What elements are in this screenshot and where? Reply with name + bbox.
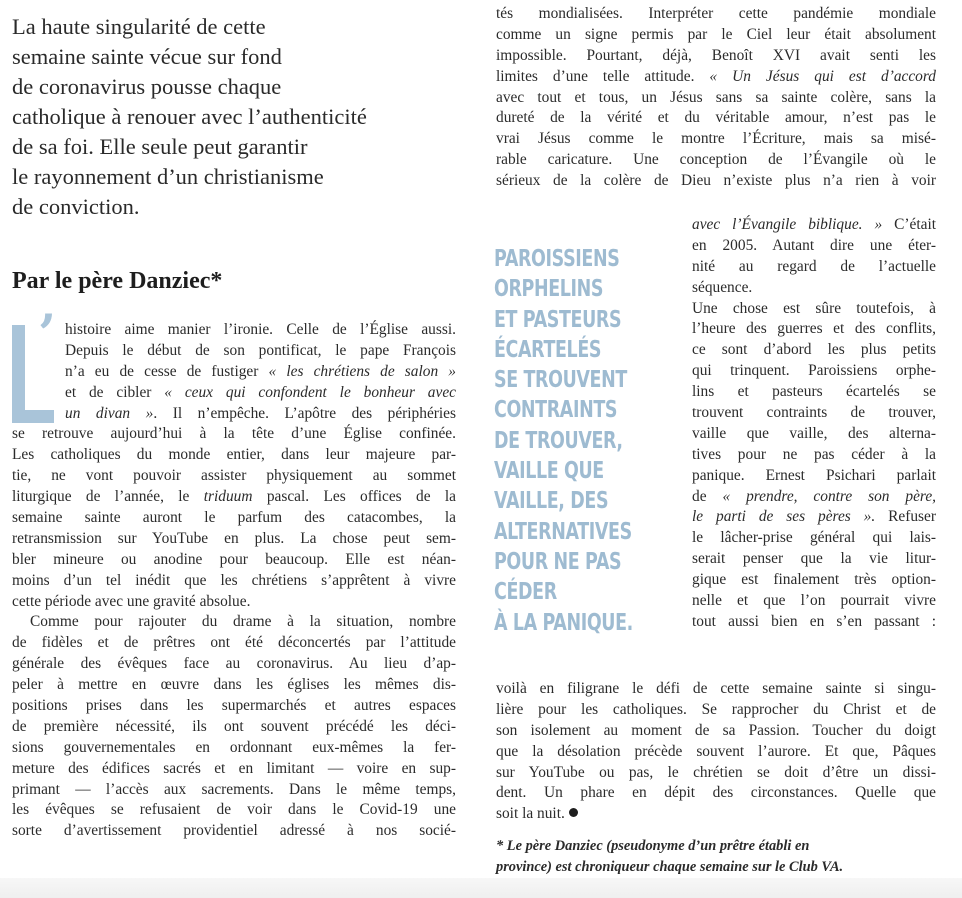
body-line: en 2005. Autant dire une éter- [692,236,936,254]
body-line: Une chose est sûre toutefois, à [692,299,936,317]
body-line: vaille que vaille, des alterna- [692,424,936,442]
body-line: son isolement au moment de sa Passion. Toucher du doigt [496,721,936,739]
article-lead [12,12,472,222]
body-line: qui trinquent. Paroissiens orphe- [692,362,936,380]
lead-line: de sa foi. Elle seule peut garantir [12,134,308,159]
pull-quote-line: ET PASTEURS [494,306,622,333]
body-line: peler à mettre en œuvre dans les églises les mêmes dis- [12,676,456,694]
body-line [65,383,456,404]
article-right-column-top [496,4,936,192]
body-line [692,507,936,528]
article-left-column [12,320,456,842]
pull-quote-line: ALTERNATIVES [494,518,632,545]
body-line: rable caricature. Une conception de l’Évangile où le [496,151,936,169]
benedict-quote-start: « Un Jésus qui est d’accord [709,67,936,85]
byline: Par le père Danziec* [12,268,223,294]
body-line: de fidèles et de prêtres ont été déconcertés par l’attitude [12,634,456,652]
body-line: que la désolation précède souvent l’aurore. Et que, Pâques [496,742,936,760]
pull-quote-line: ORPHELINS [494,276,604,303]
body-line: panique. Ernest Psichari parlait [692,466,936,484]
lead-line: catholique à renouer avec l’authenticité [12,104,367,129]
body-line: tés mondialisées. Interpréter cette pandémie mondiale [496,5,936,22]
footnote-line: province) est chroniqueur chaque semaine sur le Club VA. [496,859,844,875]
body-line: comme un signe permis par le Ciel leur était absolument [496,25,936,43]
pull-quote-line: CÉDER [494,579,557,606]
body-line: dent. Un phare en dépit des circonstances. Quelle que [496,784,936,802]
psichari-quote: « prendre, contre son père, [722,487,936,505]
body-line: de première nécessité, ils ont souvent précédé les déci- [12,717,456,735]
body-line [692,487,936,508]
text: limites d’une telle attitude. [496,67,710,85]
pull-quote-line: PAROISSIENS [494,246,620,272]
body-line: voilà en filigrane le défi de cette semaine sainte si singu- [496,680,936,697]
body-line [692,215,936,236]
body-line: retransmission sur YouTube en plus. La chose peut sem- [12,529,456,547]
body-line: tout aussi bien en s’en passant : [692,612,936,630]
pull-quote-line: VAILLE, DES [494,488,609,515]
body-line: gique est finalement très option- [692,571,936,589]
body-line: le lâcher-prise général qui lais- [692,529,936,547]
body-line: cette période avec une gravité absolue. [12,592,251,610]
body-line: se retrouve aujourd’hui à la tête d’une Église confinée. [12,425,456,443]
pull-quote-line: DE TROUVER, [494,427,623,454]
text: Refuser [875,508,937,526]
lead-line: de conviction. [12,194,140,219]
quote-divan: « ceux qui confondent le bonheur avec [164,383,456,401]
body-line: dureté de la vérité et du véritable amour, n’est pas le [496,109,936,127]
pull-quote-line: ÉCARTELÉS [494,336,602,363]
quote-salon: « les chrétiens de salon » [268,362,456,380]
body-line: lière pour les catholiques. Se rapprocher du Christ et de [496,700,936,718]
body-line: primant — l’accès aux sacrements. Dans le même temps, [12,780,456,798]
body-line: générale des évêques face au coronavirus. Au lieu d’ap- [12,655,456,673]
drop-cap-apostrophe: ’ [38,304,57,365]
body-line: sorte d’avertissement providentiel adressé à nos socié- [12,822,456,840]
page-bottom-band [0,878,962,898]
body-line: Les catholiques du monde entier, dans leur majeure par- [12,446,456,464]
body-line [65,404,456,425]
pull-quote-line: CONTRAINTS [494,397,618,424]
text: . Il n’empêche. L’apôtre des périphéries [153,404,456,422]
body-line: vrai Jésus comme le montre l’Écriture, mais sa misé- [496,130,936,148]
text: n’a eu de cesse de fustiger [65,362,269,380]
article-right-column-bottom [496,679,936,825]
body-line: trouvent contraints de trouver, [692,404,936,422]
body-line: Depuis le début de son pontificat, le pape François [65,341,456,359]
author-footnote [496,836,936,878]
body-line: avec tout et tous, un Jésus sans sa sainte colère, sans la [496,88,936,106]
body-line: ce sont d’abord les plus petits [692,341,936,359]
end-of-article-bullet-icon [569,808,578,817]
body-line: tives pour ne pas céder à la [692,445,936,463]
body-line: bler mineure ou anodine pour beaucoup. Elle est néan- [12,550,456,568]
article-right-column-side [692,215,936,633]
body-line: nelle et que l’on pourrait vivre [692,592,936,610]
quote-divan-end: un divan » [65,404,154,422]
body-line: nité au regard de l’actuelle [692,257,936,275]
body-line: séquence. [692,278,753,296]
body-line: impossible. Pourtant, déjà, Benoît XVI avait senti les [496,46,936,64]
body-line-final [496,804,936,825]
psichari-quote-end: le parti de ses pères ». [692,508,876,526]
lead-line: de coronavirus pousse chaque [12,74,282,99]
lead-line: La haute singularité de cette [12,14,266,39]
text: soit la nuit. [496,805,565,823]
pull-quote-line: À LA PANIQUE. [494,609,633,636]
body-line: semaine sainte auront le parfum des catacombes, la [12,509,456,527]
body-line: positions prises dans les supermarchés et autres espaces [12,697,456,715]
pull-quote-line: SE TROUVENT [494,367,627,394]
body-line [12,487,456,508]
benedict-quote-end: avec l’Évangile biblique. » [692,216,883,233]
lead-line: le rayonnement d’un christianisme [12,164,324,189]
body-line: lins et pasteurs écartelés se [692,383,936,401]
body-line: moins d’un tel inédit que les chrétiens s’apprêtent à vivre [12,571,456,589]
pull-quote-line: POUR NE PAS [494,548,622,575]
pull-quote-line: VAILLE QUE [494,458,604,485]
body-line [65,362,456,383]
pull-quote [494,244,684,638]
text: pascal. Les offices de la [252,488,456,506]
text: liturgique de l’année, le [12,488,204,506]
body-line: sur YouTube ou pas, le chrétien se doit d’être un dissi- [496,763,936,781]
body-line: sions gouvernementales en ordonnant eux-mêmes la fer- [12,738,456,756]
body-line: l’heure des guerres et des conflits, [692,320,936,338]
body-line: les évêques se refusaient de voir dans le Covid-19 une [12,801,456,819]
body-line: serait penser que la vie litur- [692,550,936,568]
footnote-line: * Le père Danziec (pseudonyme d’un prêtre établi en [496,838,810,854]
body-line: tie, ne vont pouvoir assister physiquement au sommet [12,467,456,485]
lead-line: semaine sainte vécue sur fond [12,44,282,69]
body-line: sérieux de la colère de Dieu n’existe plus n’a rien à voir [496,172,936,190]
text: C’était [882,216,936,233]
body-line: histoire aime manier l’ironie. Celle de l’Église aussi. [65,321,456,338]
body-line [496,67,936,88]
text: de [692,487,723,505]
text: et de cibler [65,383,165,401]
body-line: meture des édifices sacrés et en limitant — voire en sup- [12,759,456,777]
body-line: Comme pour rajouter du drame à la situation, nombre [30,613,456,631]
triduum-term: triduum [203,488,253,506]
